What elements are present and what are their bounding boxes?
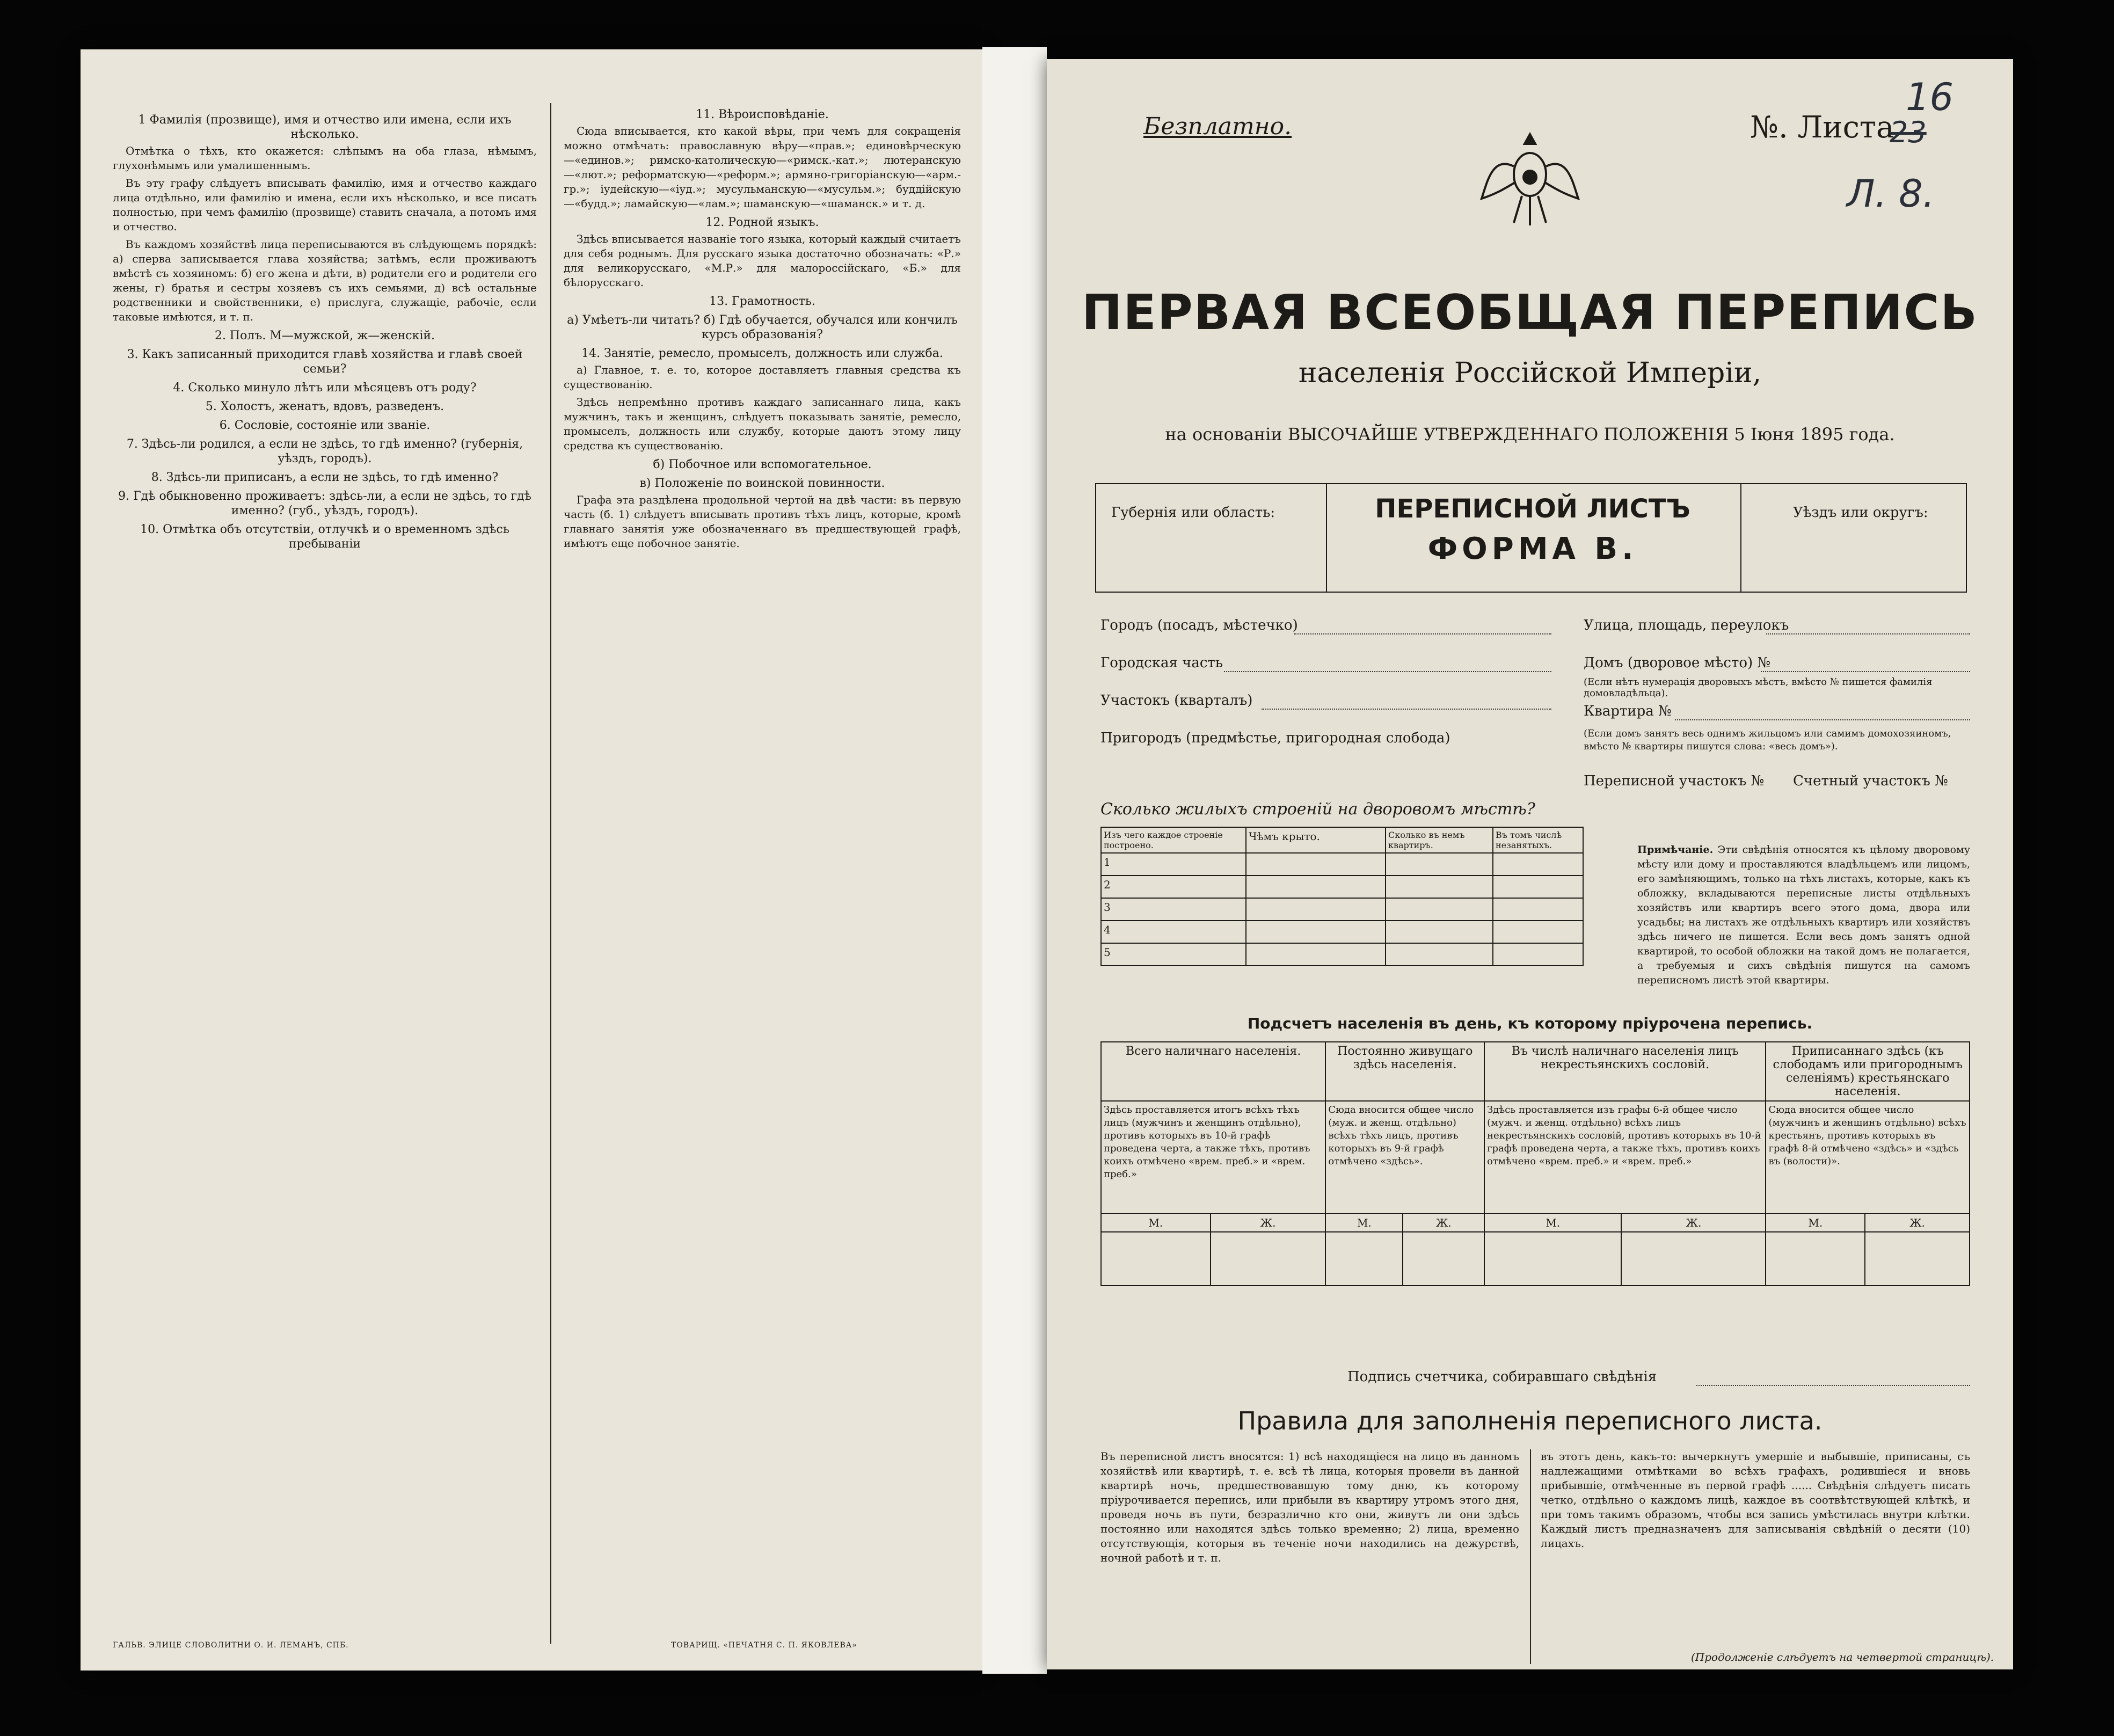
buildings-cell [1246, 921, 1386, 943]
buildings-row-number: 2 [1101, 876, 1246, 898]
count-col-header: Въ числѣ наличнаго населенія лицъ некрестьянскихъ сословій. [1484, 1042, 1766, 1101]
count-col-description: Здѣсь проставляется итогъ всѣхъ тѣхъ лицъ (мужчинъ и женщинъ отдѣльно), противъ которыхъ въ 10-й графѣ проведена черта, а также тѣхъ, противъ коихъ отмѣчено «врем. преб.» и «врем. преб.» [1101, 1101, 1325, 1214]
sheet-title: ПЕРЕПИСНОЙ ЛИСТЪ [1375, 494, 1690, 524]
section-heading: а) Умѣетъ-ли читать? б) Гдѣ обучается, обучался или кончилъ курсъ образованія? [567, 313, 958, 341]
count-entry-cell [1484, 1232, 1621, 1286]
form-label: ФОРМА В. [1427, 531, 1638, 566]
section-paragraph: Въ каждомъ хозяйствѣ лица переписываются въ слѣдующемъ порядкѣ: а) сперва записывается глава хозяйства; затѣмъ, если проживаютъ вмѣстѣ съ хозяиномъ: б) его жена и дѣти, в) родители его и родители его жены, г) братья и сестры хозяевъ съ ихъ семьями, д) всѣ остальные родственники и свойственники, е) прислуга, служащіе, рабочіе, если таковые имѣются, и т. п. [113, 238, 537, 323]
buildings-row [1101, 898, 1583, 921]
buildings-row [1101, 853, 1583, 876]
section-heading: 4. Сколько минуло лѣтъ или мѣсяцевъ отъ роду? [173, 381, 477, 395]
count-entry-cell [1403, 1232, 1484, 1286]
census-subtitle: населенія Россійской Имперіи, [1298, 357, 1762, 389]
buildings-row [1101, 921, 1583, 943]
field-city: Городъ (посадъ, мѣстечко) [1100, 617, 1298, 633]
male-column-label: М. [1484, 1214, 1621, 1232]
count-col-header: Всего наличнаго населенія. [1101, 1042, 1325, 1101]
gubernia-label: Губернія или область: [1111, 505, 1275, 521]
population-count-table [1100, 1041, 1970, 1286]
buildings-table [1100, 827, 1584, 966]
section-heading: б) Побочное или вспомогательное. [653, 458, 872, 471]
section-heading: 7. Здѣсь-ли родился, а если не здѣсь, то гдѣ именно? (губернія, уѣздъ, городъ). [126, 437, 523, 465]
count-district: Счетный участокъ № [1793, 773, 1948, 789]
buildings-cell [1493, 898, 1583, 921]
count-entry-cell [1865, 1232, 1970, 1286]
female-column-label: Ж. [1211, 1214, 1326, 1232]
section-heading: 12. Родной языкъ. [705, 216, 819, 229]
field-city-line [1294, 633, 1551, 634]
continue-note: (Продолженіе слѣдуетъ на четвертой страницѣ). [1691, 1651, 1994, 1664]
buildings-cell [1386, 853, 1493, 876]
buildings-cell [1246, 853, 1386, 876]
buildings-cell [1493, 876, 1583, 898]
count-entry-cell [1621, 1232, 1766, 1286]
printer-imprint-right: ТОВАРИЩ. «ПЕЧАТНЯ С. П. ЯКОВЛЕВА» [671, 1641, 857, 1650]
section-heading: 5. Холостъ, женатъ, вдовъ, разведенъ. [205, 400, 444, 413]
buildings-cell [1493, 921, 1583, 943]
section-paragraph: Отмѣтка о тѣхъ, кто окажется: слѣпымъ на оба глаза, нѣмымъ, глухонѣмымъ или умалишеннымъ. [113, 144, 537, 172]
census-decree-line: на основаніи ВЫСОЧАЙШЕ УТВЕРЖДЕННАГО ПОЛОЖЕНІЯ 5 Іюня 1895 года. [1165, 424, 1895, 444]
buildings-row-number: 4 [1101, 921, 1246, 943]
buildings-question: Сколько жилыхъ строеній на дворовомъ мѣстѣ? [1100, 800, 1535, 819]
buildings-row-number: 3 [1101, 898, 1246, 921]
field-apartment-line [1675, 719, 1970, 720]
count-entry-cell [1101, 1232, 1211, 1286]
binding-gutter [982, 47, 1047, 1674]
buildings-cell [1246, 898, 1386, 921]
rules-title: Правила для заполненія переписного листа. [1237, 1406, 1823, 1435]
rules-divider [1530, 1449, 1531, 1664]
field-precinct-line [1262, 709, 1551, 710]
count-entry-cell [1325, 1232, 1403, 1286]
count-col-description: Сюда вносится общее число (муж. и женщ. отдѣльно) всѣхъ тѣхъ лицъ, противъ которыхъ въ 9-й графѣ отмѣчено «здѣсь». [1325, 1101, 1484, 1214]
section-heading: 6. Сословіе, состояніе или званіе. [219, 419, 431, 432]
male-column-label: М. [1101, 1214, 1211, 1232]
field-precinct: Участокъ (кварталъ) [1100, 692, 1253, 709]
buildings-cell [1386, 898, 1493, 921]
field-street-line [1766, 633, 1970, 634]
section-heading: 8. Здѣсь-ли приписанъ, а если не здѣсь, то гдѣ именно? [151, 471, 499, 484]
printer-imprint-left: ГАЛЬВ. ЭЛИЦЕ СЛОВОЛИТНИ О. И. ЛЕМАНЪ, СПБ. [113, 1641, 349, 1650]
section-heading: 3. Какъ записанный приходится главѣ хозяйства и главѣ своей семьи? [127, 348, 523, 376]
section-heading: 13. Грамотность. [709, 295, 815, 308]
note-text: Эти свѣдѣнія относятся къ цѣлому дворовому мѣсту или дому и проставляются владѣльцемъ или лицомъ, его замѣняющимъ, только на тѣхъ листахъ, которые, какъ къ обложку, вкладываются переписные листы отдѣльныхъ хозяйствъ или квартиръ всего этого дома, двора или усадьбы; на листахъ же отдѣльныхъ квартиръ или хозяйствъ здѣсь ничего не пишется. Если весь домъ занятъ одной квартирой, то особой обложки на такой домъ не полагается, а требуемыя и сихъ свѣдѣнія пишутся на самомъ переписномъ листѣ этой квартиры. [1637, 844, 1970, 986]
buildings-cell [1493, 943, 1583, 966]
buildings-cell [1386, 943, 1493, 966]
sheet-number-label: №. Листа [1750, 110, 1894, 145]
note-block [1637, 843, 1970, 988]
buildings-header-vacant: Въ томъ числѣ незанятыхъ. [1493, 827, 1583, 853]
field-house: Домъ (дворовое мѣсто) № [1584, 655, 1771, 671]
section-heading: 9. Гдѣ обыкновенно проживаетъ: здѣсь-ли, а если не здѣсь, то гдѣ именно? (губ., уѣздъ, городъ). [118, 490, 531, 517]
buildings-row [1101, 876, 1583, 898]
census-title: ПЕРВАЯ ВСЕОБЩАЯ ПЕРЕПИСЬ [1081, 285, 1979, 341]
field-city-district-line [1224, 671, 1551, 672]
section-heading: 2. Полъ. М—мужской, ж—женскій. [214, 329, 435, 342]
handwritten-sheet-number: 16 [1906, 75, 1954, 119]
field-house-line [1761, 671, 1970, 672]
section-paragraph: Здѣсь вписывается названіе того языка, который каждый считаетъ для себя роднымъ. Для русскаго языка достаточно обозначать: «Р.» для великорусскаго, «М.Р.» для малороссійскаго, «Б.» для бѣлорусскаго. [564, 232, 961, 289]
right-page [1047, 59, 2013, 1669]
buildings-row [1101, 943, 1583, 966]
section-paragraph: Здѣсь непремѣнно противъ каждаго записаннаго лица, какъ мужчинъ, такъ и женщинъ, слѣдуетъ показывать занятіе, ремесло, промыселъ, должность или службу, которые даютъ этому лицу средства къ существованію. [564, 396, 961, 452]
section-heading: 1 Фамилія (прозвище), имя и отчество или имена, если ихъ нѣсколько. [138, 113, 512, 141]
count-col-description: Сюда вносится общее число (мужчинъ и женщинъ отдѣльно) всѣхъ крестьянъ, противъ которыхъ въ графѣ 8-й отмѣчено «здѣсь» и «здѣсь въ (волости)». [1766, 1101, 1970, 1214]
count-col-description: Здѣсь проставляется изъ графы 6-й общее число (мужч. и женщ. отдѣльно) всѣхъ лицъ некрестьянскихъ сословій, противъ которыхъ въ 10-й графѣ проведена черта, а также тѣхъ, противъ коихъ отмѣчено «врем. преб.» и «врем. преб.» [1484, 1101, 1766, 1214]
field-apartment: Квартира № [1584, 703, 1672, 719]
handwritten-struck-number: 23 [1890, 115, 1927, 149]
imperial-eagle-emblem [1476, 123, 1584, 231]
handwritten-reference: Л. 8. [1847, 172, 1935, 216]
signature-label: Подпись счетчика, собиравшаго свѣдѣнія [1347, 1369, 1657, 1385]
buildings-row-number: 5 [1101, 943, 1246, 966]
buildings-cell [1386, 921, 1493, 943]
female-column-label: Ж. [1865, 1214, 1970, 1232]
section-paragraph: Въ эту графу слѣдуетъ вписывать фамилію, имя и отчество каждаго лица отдѣльно, или фамилію и имена, если ихъ нѣсколько, и все писать полностью, при чемъ фамилію (прозвище) ставить сначала, а потомъ имя и отчество. [113, 177, 537, 233]
section-paragraph: Сюда вписывается, кто какой вѣры, при чемъ для сокращенія можно отмѣчать: православную вѣру—«прав.»; единовѣрческую—«единов.»; римско-католическую—«римск.-кат.»; лютеранскую—«лют.»; реформатскую—«реформ.»; армяно-григоріанскую—«арм.-гр.»; іудейскую—«іуд.»; мусульманскую—«мусульм.»; буддійскую—«будд.»; ламайскую—«лам.»; шаманскую—«шаманск.» и т. д. [564, 125, 961, 210]
count-title: Подсчетъ населенія въ день, къ которому пріурочена перепись. [1247, 1015, 1813, 1032]
female-column-label: Ж. [1403, 1214, 1484, 1232]
count-entry-cell [1766, 1232, 1865, 1286]
house-note: (Если нѣтъ нумерація дворовыхъ мѣстъ, вмѣсто № пишется фамилія домовладѣльца). [1584, 676, 1933, 699]
left-column-1 [113, 108, 537, 553]
buildings-header-apartments: Сколько въ немъ квартиръ. [1386, 827, 1493, 853]
buildings-cell [1386, 876, 1493, 898]
buildings-cell [1246, 943, 1386, 966]
male-column-label: М. [1325, 1214, 1403, 1232]
buildings-header-roof: Чѣмъ крыто. [1246, 827, 1386, 853]
count-entry-cell [1211, 1232, 1326, 1286]
male-column-label: М. [1766, 1214, 1865, 1232]
section-heading: 10. Отмѣтка объ отсутствіи, отлучкѣ и о временномъ здѣсь пребываніи [140, 523, 509, 551]
count-col-header: Постоянно живущаго здѣсь населенія. [1325, 1042, 1484, 1101]
buildings-header-material: Изъ чего каждое строеніе построено. [1101, 827, 1246, 853]
count-col-header: Приписаннаго здѣсь (къ слободамъ или пригороднымъ селеніямъ) крестьянскаго населенія. [1766, 1042, 1970, 1101]
section-paragraph: Графа эта раздѣлена продольной чертой на двѣ части: въ первую часть (б. 1) слѣдуетъ вписывать противъ тѣхъ лицъ, которые, кромѣ главнаго занятія уже обозначеннаго въ предшествующей графѣ, имѣютъ еще побочное занятіе. [564, 493, 961, 550]
census-district: Переписной участокъ № [1584, 773, 1765, 789]
left-page [81, 49, 982, 1671]
column-divider [550, 103, 551, 1644]
buildings-cell [1246, 876, 1386, 898]
section-heading: в) Положеніе по воинской повинности. [639, 477, 885, 490]
rules-column-1: Въ переписной листъ вносятся: 1) всѣ находящіеся на лицо въ данномъ хозяйствѣ или квартирѣ, т. е. всѣ тѣ лица, которыя провели въ данной квартирѣ ночь, предшествовавшую тому дню, къ которому пріурочивается перепись, или прибыли въ квартиру утромъ этого дня, проведя ночь въ пути, безразлично кто они, живутъ ли они здѣсь постоянно или находятся здѣсь только временно; 2) лица, временно отсутствующія, которыя въ теченіе ночи находились на дежурствѣ, ночной работѣ и т. п. [1100, 1450, 1519, 1564]
uezd-label: Уѣздъ или округъ: [1793, 505, 1928, 521]
section-heading: 11. Вѣроисповѣданіе. [696, 108, 829, 121]
apartment-note: (Если домъ занятъ весь однимъ жильцомъ или самимъ домохозяиномъ, вмѣсто № квартиры пишутся слова: «весь домъ»). [1584, 728, 1951, 752]
buildings-row-number: 1 [1101, 853, 1246, 876]
signature-line [1696, 1385, 1970, 1386]
note-title: Примѣчаніе. [1637, 844, 1714, 856]
female-column-label: Ж. [1621, 1214, 1766, 1232]
section-paragraph: а) Главное, т. е. то, которое доставляетъ главныя средства къ существованію. [564, 363, 961, 391]
field-city-district: Городская часть [1100, 655, 1223, 671]
field-street: Улица, площадь, переулокъ [1584, 617, 1789, 633]
left-column-2 [564, 103, 961, 554]
field-suburb: Пригородъ (предмѣстье, пригородная слобода) [1100, 730, 1450, 746]
rules-column-2: въ этотъ день, какъ-то: вычеркнутъ умершіе и выбывшіе, приписаны, съ надлежащими отмѣтками во всѣхъ графахъ, родившіеся и вновь прибывшіе, отмѣченные въ первой графѣ ...... Свѣдѣнія слѣдуетъ писать четко, отдѣльно о каждомъ лицѣ, каждое въ соотвѣтствующей клѣткѣ, и при томъ такимъ образомъ, чтобы вся запись умѣстилась внутри клѣтки. Каждый листъ предназначенъ для записыванія свѣдѣній о десяти (10) лицахъ. [1541, 1450, 1970, 1550]
buildings-cell [1493, 853, 1583, 876]
section-heading: 14. Занятіе, ремесло, промыселъ, должность или служба. [581, 347, 943, 360]
free-label: Безплатно. [1143, 113, 1292, 140]
